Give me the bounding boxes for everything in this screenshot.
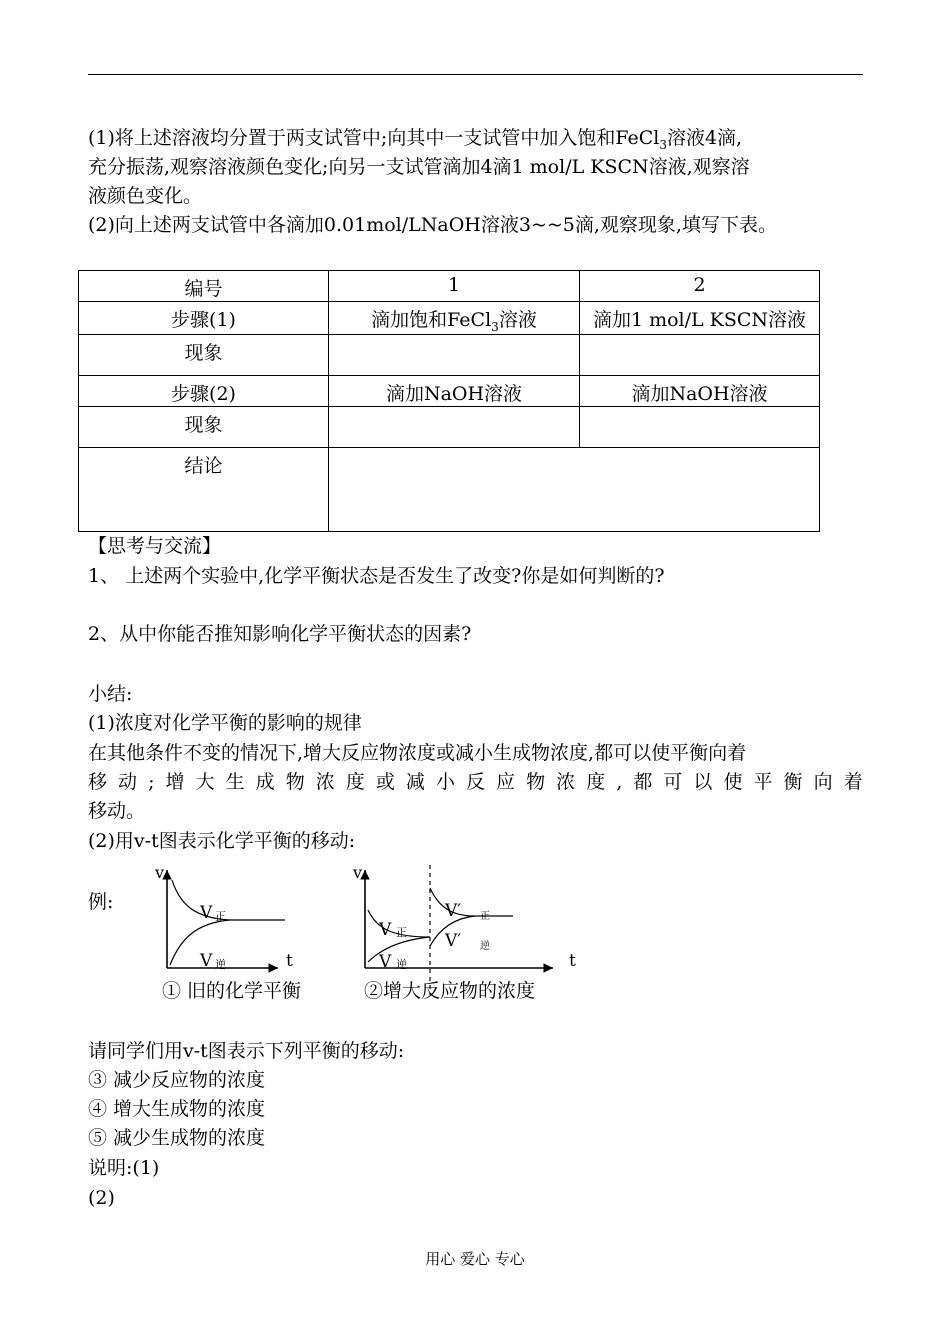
v-reverse-new-sub: 逆 <box>480 941 490 952</box>
exercise-item: ⑤ 减少生成物的浓度 <box>88 1127 266 1149</box>
table-cell <box>580 406 820 447</box>
spread-char: 使 <box>723 771 743 793</box>
summary-point-1-line1: 在其他条件不变的情况下,增大反应物浓度或减小生成物浓度,都可以使平衡向着 <box>88 742 747 764</box>
v-forward-new-label: V′ <box>445 901 462 921</box>
table-row <box>79 406 820 447</box>
footer: 用心 爱心 专心 <box>425 1250 525 1268</box>
spread-char: 大 <box>195 771 215 793</box>
row-label: 步骤(1) <box>79 302 329 335</box>
spread-char: 生 <box>225 771 245 793</box>
step1-line2: 充分振荡,观察溶液颜色变化;向另一支试管滴加4滴1 mol/L KSCN溶液,观察溶 <box>88 156 750 178</box>
spread-char: 动 <box>118 771 138 793</box>
summary-point-1-line3: 移动。 <box>88 800 146 822</box>
spread-text <box>88 768 863 796</box>
step1-line1: (1)将上述溶液均分置于两支试管中;向其中一支试管中加入饱和FeCl$_3$溶液4滴, <box>88 127 743 152</box>
v-forward-new-sub: 正 <box>480 911 490 922</box>
table-row <box>79 334 820 375</box>
spread-char: 都 <box>633 771 653 793</box>
v-forward-new-curve <box>430 888 513 916</box>
spread-char: 平 <box>753 771 773 793</box>
spread-char: 浓 <box>556 771 576 793</box>
exercise-intro: 请同学们用v-t图表示下列平衡的移动: <box>88 1040 405 1062</box>
table-row <box>79 375 820 406</box>
spread-char: 反 <box>466 771 486 793</box>
table-cell <box>580 334 820 375</box>
conclusion-cell <box>329 447 820 531</box>
spread-char: 着 <box>843 771 863 793</box>
spread-char: 小 <box>435 771 455 793</box>
top-rule <box>88 74 863 75</box>
table-cell: 滴加NaOH溶液 <box>580 375 820 406</box>
spread-char: 度 <box>345 771 365 793</box>
y-axis-label: v <box>155 863 165 882</box>
table-cell: 滴加NaOH溶液 <box>329 375 580 406</box>
note-line-1: 说明:(1) <box>88 1157 160 1179</box>
header-cell: 编号 <box>79 271 329 302</box>
spread-char: 应 <box>496 771 516 793</box>
v-reverse-sub: 逆 <box>396 958 407 971</box>
spread-char: ; <box>148 771 155 793</box>
table-cell <box>329 334 580 375</box>
table-cell: 滴加饱和FeCl$_3$溶液 <box>329 302 580 335</box>
spread-char: 向 <box>813 771 833 793</box>
question-2: 2、从中你能否推知影响化学平衡状态的因素? <box>88 623 472 645</box>
experiment-table <box>78 270 820 532</box>
row-label: 步骤(2) <box>79 375 329 406</box>
exercise-item: ③ 减少反应物的浓度 <box>88 1069 266 1091</box>
spread-char: 成 <box>255 771 275 793</box>
spread-char: 以 <box>693 771 713 793</box>
row-label: 现象 <box>79 406 329 447</box>
v-reverse-sub: 逆 <box>215 958 226 971</box>
spread-char: 度 <box>586 771 606 793</box>
graph-1-caption: ① 旧的化学平衡 <box>162 980 302 1002</box>
v-forward-label: V <box>200 903 213 923</box>
spread-char: 衡 <box>783 771 803 793</box>
spread-char: 可 <box>663 771 683 793</box>
spread-char: , <box>616 771 623 793</box>
header-cell: 2 <box>580 271 820 302</box>
row-label: 结论 <box>79 447 329 531</box>
table-cell <box>329 406 580 447</box>
spread-char: 或 <box>375 771 395 793</box>
summary-point-1-title: (1)浓度对化学平衡的影响的规律 <box>88 712 362 734</box>
spread-char: 物 <box>526 771 546 793</box>
exercise-item: ④ 增大生成物的浓度 <box>88 1098 266 1120</box>
step1-line3: 液颜色变化。 <box>88 185 203 207</box>
summary-point-2-title: (2)用v-t图表示化学平衡的移动: <box>88 830 356 852</box>
v-reverse-label: V <box>200 951 213 971</box>
x-axis-label: t <box>286 951 293 971</box>
v-forward-curve <box>172 880 285 920</box>
x-axis-label: t <box>569 951 576 971</box>
table-row <box>79 447 820 531</box>
spread-char: 物 <box>285 771 305 793</box>
v-forward-sub: 正 <box>215 910 226 923</box>
v-reverse-label: V <box>379 952 392 972</box>
table-row <box>79 271 820 302</box>
y-axis-label: v <box>353 863 363 882</box>
v-forward-sub: 正 <box>396 926 407 939</box>
table-row <box>79 302 820 335</box>
note-line-2: (2) <box>88 1187 115 1209</box>
spread-char: 增 <box>165 771 185 793</box>
think-heading: 【思考与交流】 <box>88 535 222 557</box>
spread-char: 浓 <box>315 771 335 793</box>
question-1: 1、 上述两个实验中,化学平衡状态是否发生了改变?你是如何判断的? <box>88 565 665 587</box>
example-label: 例: <box>88 891 114 913</box>
step2-line: (2)向上述两支试管中各滴加0.01mol/LNaOH溶液3~~5滴,观察现象,填写下表。 <box>88 214 777 236</box>
header-cell: 1 <box>329 271 580 302</box>
summary-heading: 小结: <box>88 683 133 705</box>
table-cell: 滴加1 mol/L KSCN溶液 <box>580 302 820 335</box>
spread-char: 移 <box>88 771 108 793</box>
summary-point-1-line2 <box>88 768 863 796</box>
spread-char: 减 <box>405 771 425 793</box>
v-reverse-new-label: V′ <box>445 931 462 951</box>
row-label: 现象 <box>79 334 329 375</box>
graph-2-caption: ②增大反应物的浓度 <box>364 980 536 1002</box>
v-forward-label: V <box>379 920 392 940</box>
